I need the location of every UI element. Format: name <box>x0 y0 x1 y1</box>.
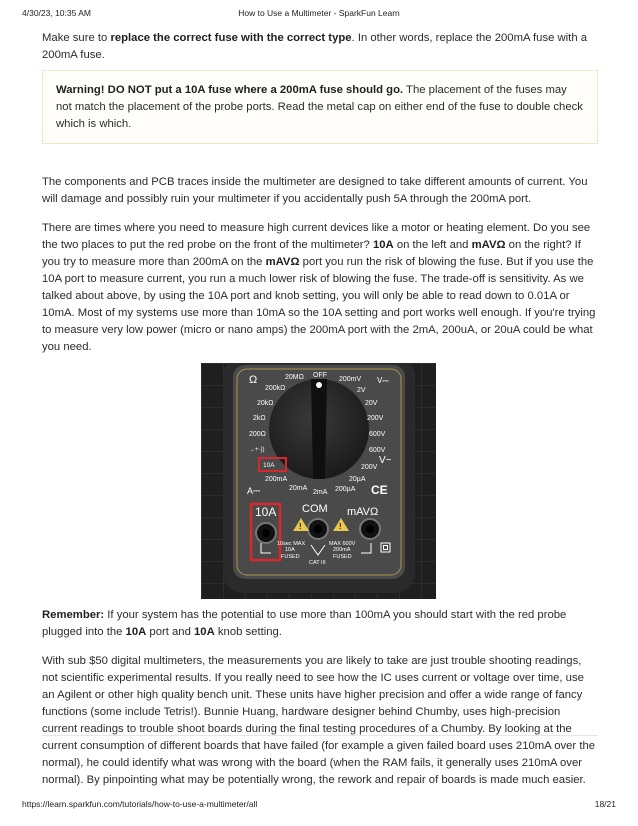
svg-text:20kΩ: 20kΩ <box>257 400 274 407</box>
svg-text:V~: V~ <box>379 455 392 466</box>
svg-text:20µA: 20µA <box>349 476 366 483</box>
section-divider <box>42 735 598 736</box>
ohm-label: Ω <box>249 374 258 386</box>
svg-text:200mV: 200mV <box>339 376 362 383</box>
svg-text:200Ω: 200Ω <box>249 431 266 438</box>
print-footer <box>0 799 638 813</box>
svg-text:20mA: 20mA <box>289 485 308 492</box>
svg-text:CAT III: CAT III <box>309 560 326 566</box>
print-header <box>0 8 638 22</box>
svg-text:2kΩ: 2kΩ <box>253 415 266 422</box>
svg-text:MAX 600V: MAX 600V <box>329 541 356 547</box>
svg-text:OFF: OFF <box>313 372 327 379</box>
svg-text:600V: 600V <box>369 447 386 454</box>
print-page-number: 18/21 <box>594 799 616 809</box>
multimeter-photo <box>201 363 436 599</box>
svg-text:10A: 10A <box>285 547 295 553</box>
port-10a-label: 10A <box>255 505 277 519</box>
svg-text:CE: CE <box>371 483 388 497</box>
svg-text:FUSED: FUSED <box>333 554 352 560</box>
svg-text:FUSED: FUSED <box>281 554 300 560</box>
svg-text:20MΩ: 20MΩ <box>285 374 304 381</box>
port-mav-label: mAVΩ <box>347 506 379 518</box>
svg-text:10sec MAX: 10sec MAX <box>277 541 306 547</box>
article-content <box>42 30 598 789</box>
svg-text:600V: 600V <box>369 431 386 438</box>
digital-multimeter-paragraph: With sub $50 digital multimeters, the measurements you are likely to take are just trouble shooting readings, not scientific experimental results. If you really need to see how the IC uses current or voltage over time, use an Agilent or other high quality bench unit. These units have higher precision and offer a wide range of fancy functions (some include Tetris!). Bunnie Huang, hardware designer behind Chumby, uses high-precision current readings to trouble shoot boards during the final testing procedures of a Chumby. By looking at the current consumption of different boards that have failed (for example a given failed board uses 210mA over the normal), he could identify what was wrong with the board (when the RAM fails, it generally uses 210mA over normal). By pinpointing what may be potentially wrong, the rework and repair of boards is made much easier. <box>42 655 596 786</box>
warning-title: Warning! DO NOT put a 10A fuse where a 200mA fuse should go. <box>56 84 404 96</box>
knob-10a-label: 10A <box>263 462 275 469</box>
svg-text:A⎓: A⎓ <box>247 486 261 496</box>
svg-text:200V: 200V <box>361 464 378 471</box>
high-current-paragraph: There are times where you need to measure high current devices like a motor or heating element. Do you see the two places to put the red probe on the front of the multimeter? 10A on the left and mAVΩ on the right? If you try to measure more than 200mA on the mAVΩ port you run the risk of blowing the fuse. But if you use the 10A port to measure current, you run a much lower risk of blowing the fuse. The trade-off is sensitivity. As we talked about above, by using the 10A port and knob setting, you will only be able to read down to 0.01A or 10mA. Most of my systems use more than 10mA so the 10A setting and port works well enough. If you're trying to measure very low power (micro or nano amps) the 200mA port with the 2mA, 200uA, or 20uA could be what you need. <box>42 222 596 353</box>
knob-pointer <box>311 379 327 479</box>
svg-text:200mA: 200mA <box>333 547 351 553</box>
svg-text:200mA: 200mA <box>265 476 288 483</box>
print-page-title: How to Use a Multimeter - SparkFun Learn <box>238 8 400 18</box>
svg-text:!: ! <box>299 522 302 531</box>
print-url: https://learn.sparkfun.com/tutorials/how-to-use-a-multimeter/all <box>22 799 258 809</box>
svg-text:20V: 20V <box>365 400 378 407</box>
port-com-label: COM <box>302 503 328 515</box>
remember-paragraph: Remember: If your system has the potential to use more than 100mA you should start with the red probe plugged into the 10A port and 10A knob setting. <box>42 609 567 638</box>
svg-text:V⎓: V⎓ <box>377 376 389 385</box>
svg-text:!: ! <box>339 522 342 531</box>
svg-text:→+·)): →+·)) <box>249 447 265 453</box>
components-paragraph: The components and PCB traces inside the multimeter are designed to take different amounts of current. You will damage and possibly ruin your multimeter if you accidentally push 5A through the 200mA port. <box>42 176 588 205</box>
warning-callout <box>42 70 598 144</box>
print-datetime: 4/30/23, 10:35 AM <box>22 8 91 18</box>
svg-text:200V: 200V <box>367 415 384 422</box>
fuse-paragraph: Make sure to replace the correct fuse with the correct type. In other words, replace the 200mA fuse with a 200mA fuse. <box>42 32 588 61</box>
svg-text:200kΩ: 200kΩ <box>265 385 286 392</box>
svg-text:2V: 2V <box>357 387 366 394</box>
svg-text:200µA: 200µA <box>335 486 356 493</box>
svg-text:2mA: 2mA <box>313 489 328 496</box>
warning-text: The placement of the fuses may not match the placement of the probe ports. Read the metal cap on either end of the fuse to double check which is which. <box>56 84 583 130</box>
multimeter-illustration <box>201 363 436 599</box>
